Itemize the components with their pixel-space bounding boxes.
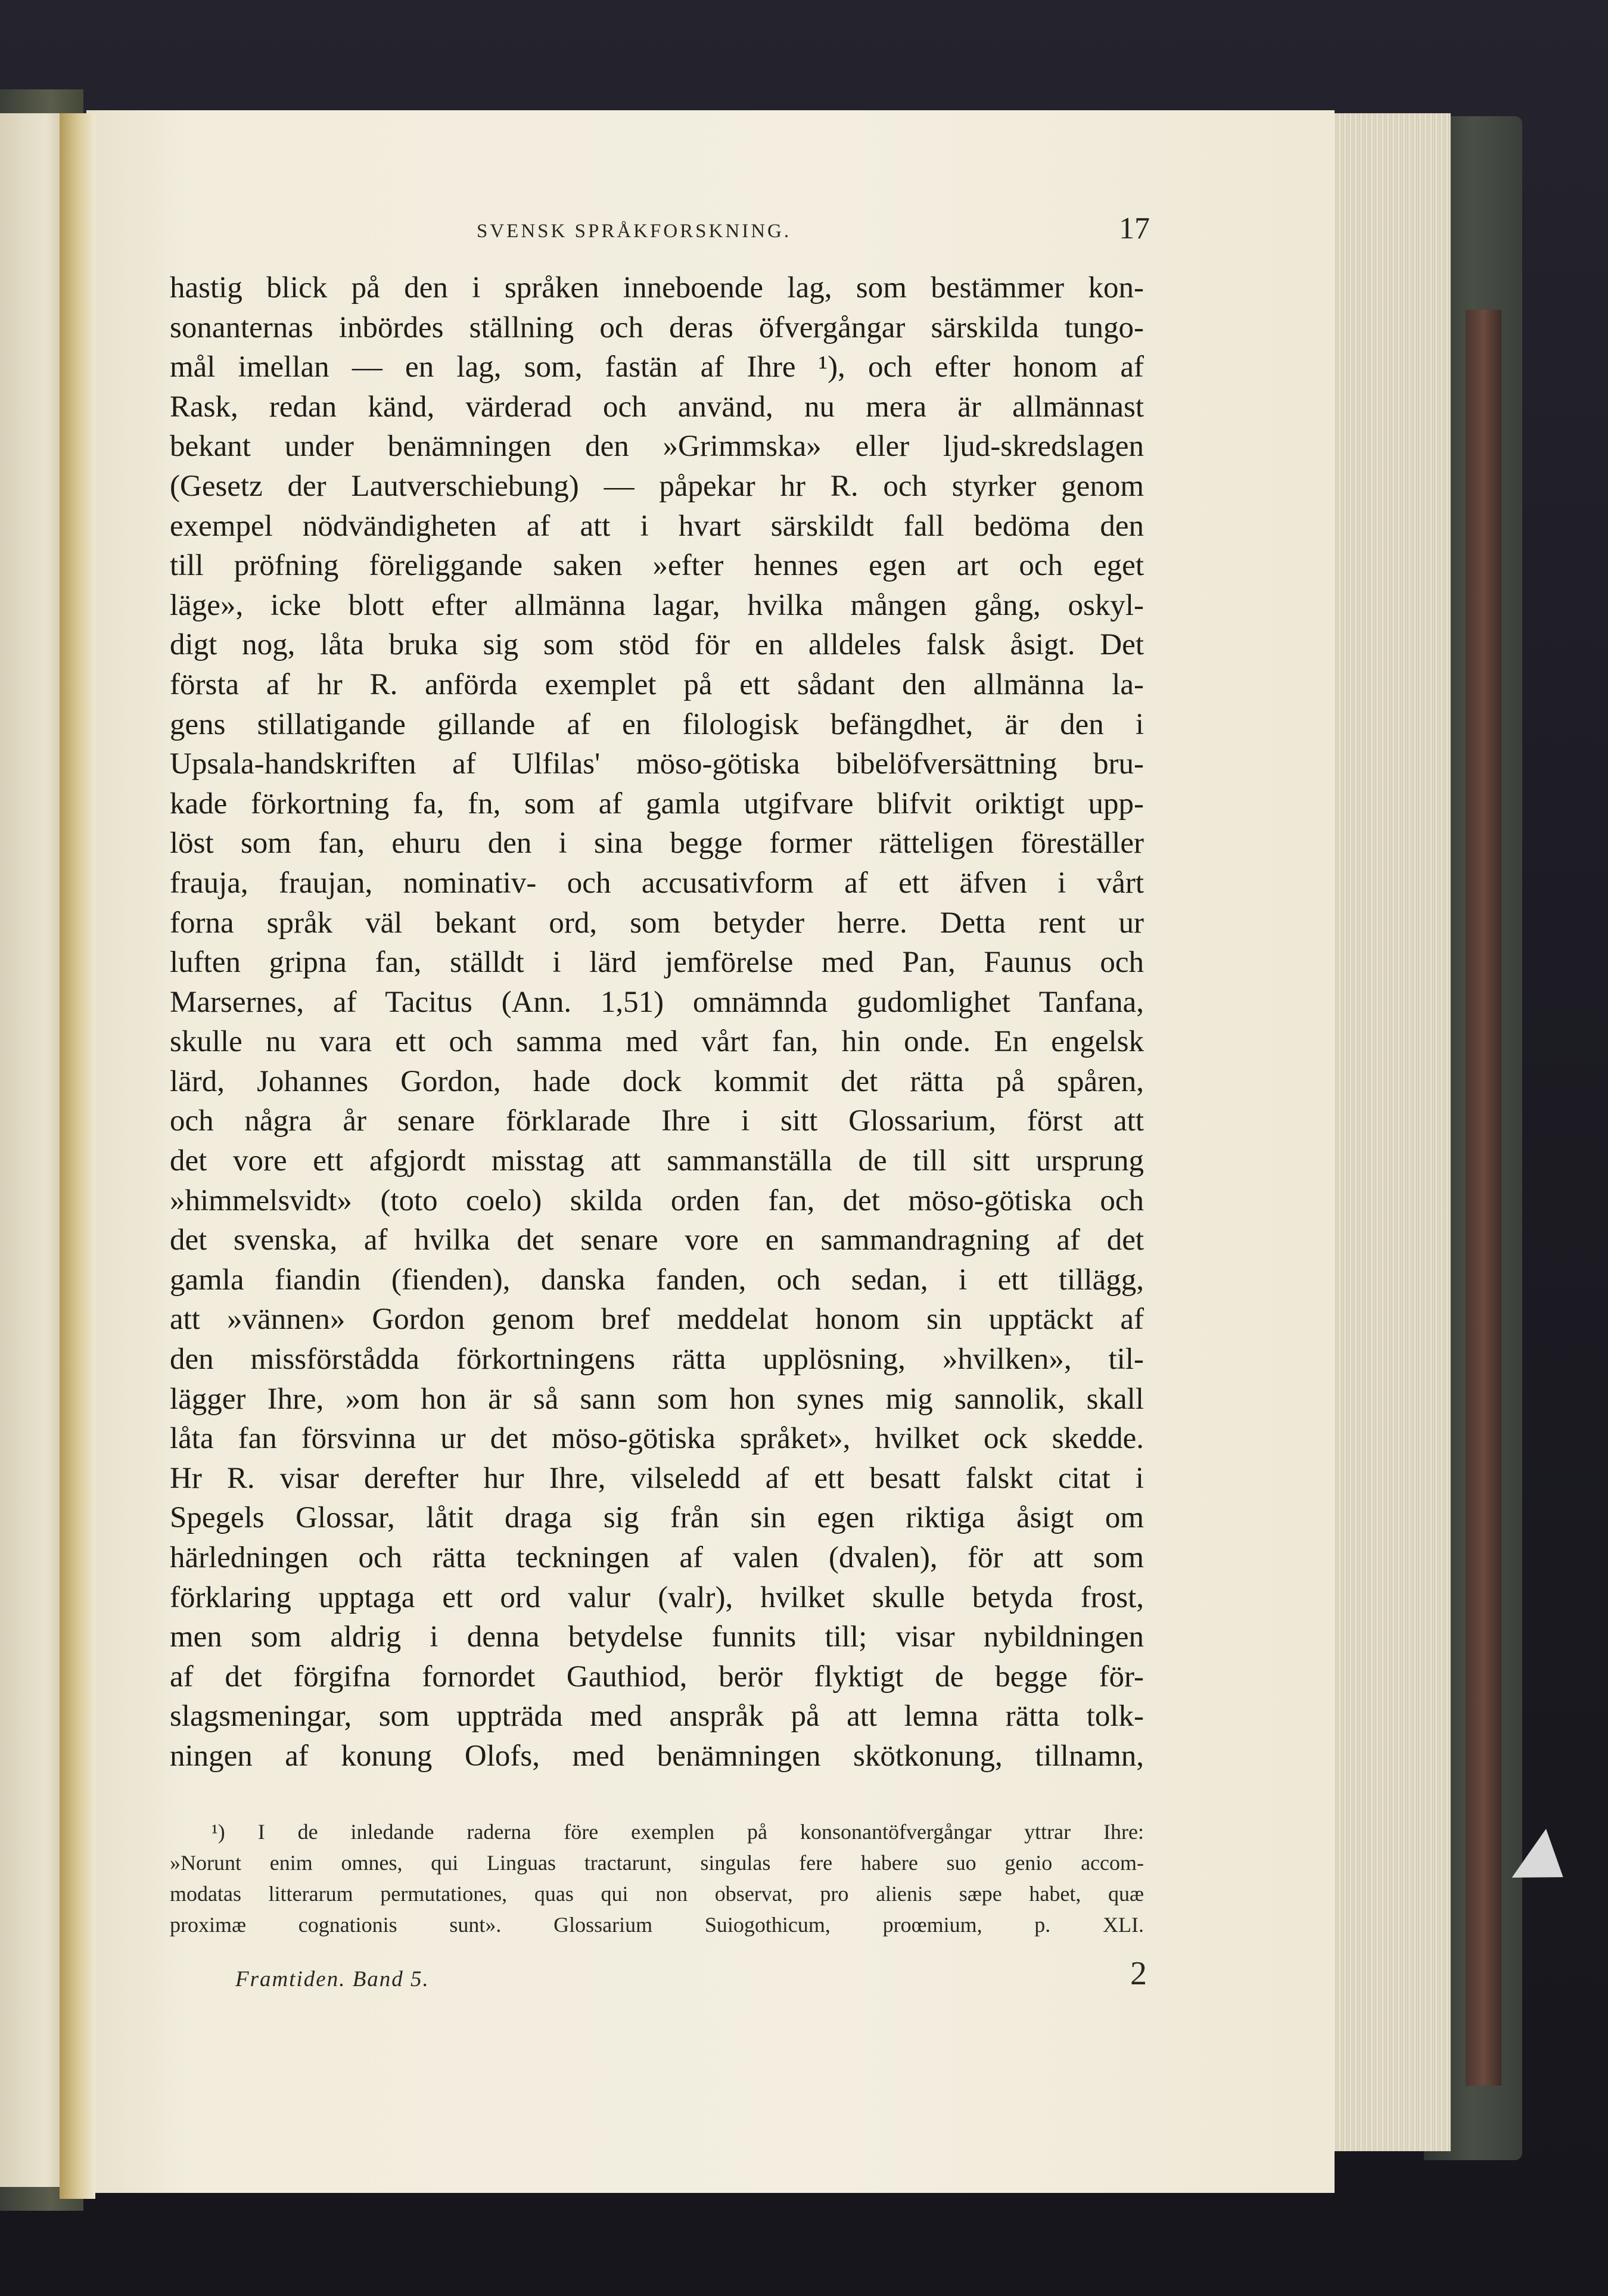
running-head: SVENSK SPRÅKFORSKNING.: [477, 220, 792, 242]
text-line: det svenska, af hvilka det senare vore en sammandragning af det: [170, 1223, 1144, 1257]
page-header: [477, 212, 1150, 251]
text-line: luften gripna fan, ställdt i lärd jemförelse med Pan, Faunus och: [170, 946, 1144, 980]
text-line: förklaring upptaga ett ord valur (valr), hvilket skulle betyda frost,: [170, 1580, 1144, 1614]
text-line: det vore ett afgjordt misstag att sammanställa de till sitt ursprung: [170, 1144, 1144, 1178]
text-line: första af hr R. anförda exemplet på ett sådant den allmänna la-: [170, 667, 1144, 701]
signature-line: [235, 1955, 1147, 2002]
text-line: (Gesetz der Lautverschiebung) — påpekar hr R. och styrker genom: [170, 469, 1144, 503]
footnote-line: proximæ cognationis sunt». Glossarium Suiogothicum, proœmium, p. XLI.: [170, 1913, 1144, 1937]
text-line: löst som fan, ehuru den i sina begge former rätteligen föreställer: [170, 827, 1144, 860]
text-line: att »vännen» Gordon genom bref meddelat honom sin upptäckt af: [170, 1303, 1144, 1337]
text-line: digt nog, låta bruka sig som stöd för en alldeles falsk åsigt. Det: [170, 628, 1144, 662]
text-line: gamla fiandin (fienden), danska fanden, och sedan, i ett tillägg,: [170, 1263, 1144, 1297]
text-line: mål imellan — en lag, som, fastän af Ihre ¹), och efter honom af: [170, 350, 1144, 384]
left-page-strip: [0, 113, 66, 2187]
text-line: och några år senare förklarade Ihre i sitt Glossarium, först att: [170, 1104, 1144, 1138]
text-line: Spegels Glossar, låtit draga sig från sin egen riktiga åsigt om: [170, 1501, 1144, 1535]
text-line: ningen af konung Olofs, med benämningen skötkonung, tillnamn,: [170, 1739, 1144, 1773]
footnote-line: ¹) I de inledande raderna före exemplen på konsonantöfvergångar yttrar Ihre:: [212, 1820, 1144, 1844]
text-line: lägger Ihre, »om hon är så sann som hon synes mig sannolik, skall: [170, 1382, 1144, 1416]
footnote: [170, 1816, 1144, 1940]
text-line: slagsmeningar, som uppträda med anspråk på att lemna rätta tolk-: [170, 1700, 1144, 1733]
signature-text: Framtiden. Band 5.: [235, 1967, 430, 1991]
footnote-line: »Norunt enim omnes, qui Linguas tractarunt, singulas fere habere suo genio accom-: [170, 1851, 1144, 1875]
text-line: lärd, Johannes Gordon, hade dock kommit det rätta på spåren,: [170, 1064, 1144, 1098]
text-line: forna språk väl bekant ord, som betyder herre. Detta rent ur: [170, 906, 1144, 940]
text-line: låta fan försvinna ur det möso-götiska språket», hvilket ock skedde.: [170, 1422, 1144, 1456]
text-line: hastig blick på den i språken inneboende lag, som bestämmer kon-: [170, 271, 1144, 305]
text-line: men som aldrig i denna betydelse funnits till; visar nybildningen: [170, 1620, 1144, 1654]
page-number: 17: [1119, 212, 1150, 246]
signature-number: 2: [1130, 1955, 1147, 1992]
text-line: Upsala-handskriften af Ulfilas' möso-götiska bibelöfversättning bru-: [170, 747, 1144, 781]
book-gutter: [60, 113, 95, 2199]
footnote-line: modatas litterarum permutationes, quas qui non observat, pro alienis sæpe habet, quæ: [170, 1882, 1144, 1906]
text-line: sonanternas inbördes ställning och deras öfvergångar särskilda tungo-: [170, 310, 1144, 344]
text-line: skulle nu vara ett och samma med vårt fan, hin onde. En engelsk: [170, 1025, 1144, 1059]
text-line: Marsernes, af Tacitus (Ann. 1,51) omnämnda gudomlighet Tanfana,: [170, 985, 1144, 1019]
text-line: exempel nödvändigheten af att i hvart särskildt fall bedöma den: [170, 509, 1144, 543]
text-line: läge», icke blott efter allmänna lagar, hvilka mången gång, oskyl-: [170, 588, 1144, 622]
text-line: härledningen och rätta teckningen af valen (dvalen), för att som: [170, 1541, 1144, 1574]
body-text: [170, 268, 1144, 1776]
text-line: Hr R. visar derefter hur Ihre, vilseledd af ett besatt falskt citat i: [170, 1461, 1144, 1495]
book-spine-leather: [1466, 310, 1501, 2086]
text-line: »himmelsvidt» (toto coelo) skilda orden fan, det möso-götiska och: [170, 1183, 1144, 1217]
text-line: Rask, redan känd, värderad och använd, nu mera är allmännast: [170, 390, 1144, 424]
text-line: af det förgifna fornordet Gauthiod, berör flyktigt de begge för-: [170, 1660, 1144, 1694]
text-line: kade förkortning fa, fn, som af gamla utgifvare blifvit oriktigt upp-: [170, 787, 1144, 821]
text-line: frauja, fraujan, nominativ- och accusativform af ett äfven i vårt: [170, 866, 1144, 900]
text-line: till pröfning föreliggande saken »efter hennes egen art och eget: [170, 549, 1144, 583]
text-line: gens stillatigande gillande af en filologisk befängdhet, är den i: [170, 707, 1144, 741]
page-stack-edge: [1326, 113, 1451, 2151]
text-line: bekant under benämningen den »Grimmska» eller ljud-skredslagen: [170, 430, 1144, 464]
text-line: den missförstådda förkortningens rätta upplösning, »hvilken», til-: [170, 1343, 1144, 1377]
